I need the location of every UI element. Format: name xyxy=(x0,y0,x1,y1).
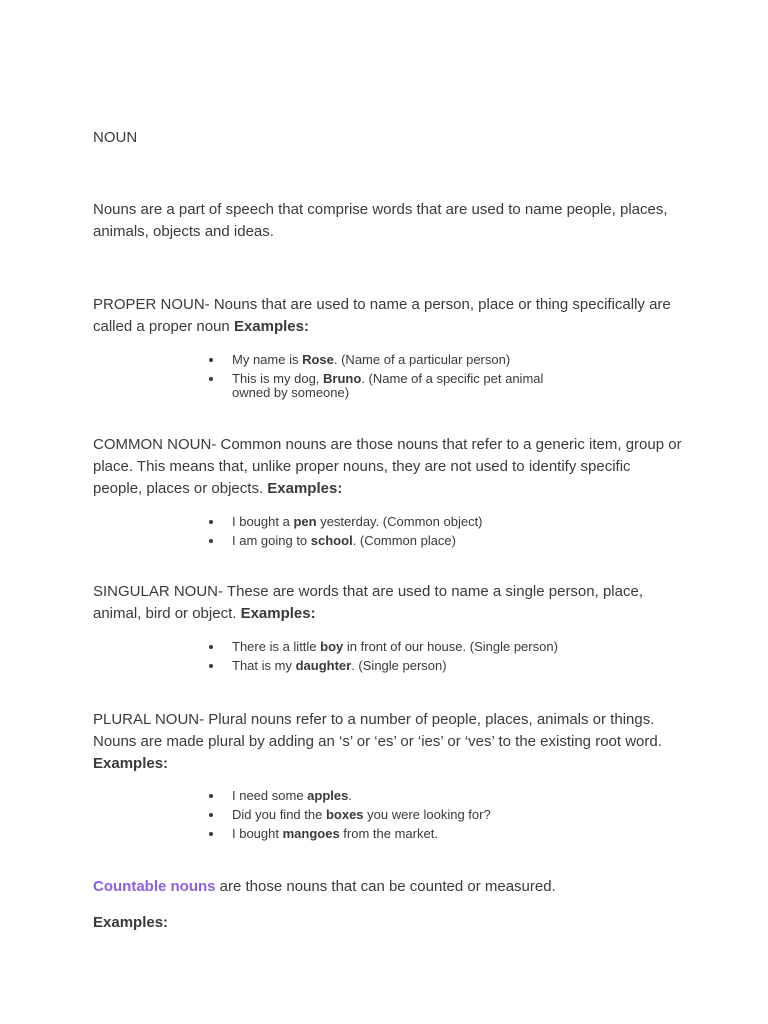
example-text: . xyxy=(348,788,352,803)
proper-noun-paragraph xyxy=(93,294,683,338)
example-text: . (Common place) xyxy=(352,533,456,548)
intro-paragraph: Nouns are a part of speech that comprise words that are used to name people, places, animals, objects and ideas. xyxy=(93,201,668,240)
example-text: This is my dog, xyxy=(232,371,324,386)
proper-noun-examples-list xyxy=(93,353,563,405)
countable-noun-highlight: Countable nouns xyxy=(93,878,216,895)
singular-noun-examples-list xyxy=(93,640,563,678)
example-text: I bought xyxy=(232,826,283,841)
example-keyword: Rose xyxy=(302,352,334,367)
example-text: . (Name of a particular person) xyxy=(333,352,511,367)
list-item xyxy=(93,372,563,400)
list-item xyxy=(93,353,563,367)
example-text: I need some xyxy=(232,788,308,803)
common-noun-examples-list xyxy=(93,515,563,553)
example-keyword: daughter xyxy=(295,658,352,673)
list-item xyxy=(93,808,563,822)
proper-noun-text: PROPER NOUN- Nouns that are used to name a person, place or thing specifically are called a proper noun xyxy=(93,296,671,335)
example-keyword: pen xyxy=(293,514,317,529)
countable-examples-heading xyxy=(93,912,683,934)
singular-noun-examples-label: Examples: xyxy=(240,605,316,622)
common-noun-text: COMMON NOUN- Common nouns are those nouns that refer to a generic item, group or place. This means that, unlike proper nouns, they are not used to identify specific people, places or objects. xyxy=(93,436,682,497)
proper-noun-examples-label: Examples: xyxy=(233,318,309,335)
plural-noun-text: PLURAL NOUN- Plural nouns refer to a number of people, places, animals or things. Nouns are made plural by adding an ‘s’ or ‘es’ or ‘ies’ or ‘ves’ to the existing root word. xyxy=(93,711,662,750)
example-keyword: boxes xyxy=(325,807,364,822)
example-keyword: Bruno xyxy=(323,371,362,386)
example-text: I am going to xyxy=(232,533,311,548)
countable-noun-text: are those nouns that can be counted or measured. xyxy=(215,878,556,895)
example-text: Did you find the xyxy=(232,807,326,822)
example-text: That is my xyxy=(232,658,296,673)
example-keyword: mangoes xyxy=(282,826,340,841)
common-noun-paragraph xyxy=(93,434,683,500)
common-noun-examples-label: Examples: xyxy=(267,480,343,497)
example-keyword: boy xyxy=(320,639,344,654)
plural-noun-examples-label: Examples: xyxy=(93,755,169,772)
example-text: yesterday. (Common object) xyxy=(316,514,483,529)
countable-noun-paragraph xyxy=(93,876,683,898)
plural-noun-examples-list xyxy=(93,789,563,846)
example-keyword: apples xyxy=(307,788,349,803)
list-item xyxy=(93,534,563,548)
example-text: you were looking for? xyxy=(363,807,491,822)
example-text: in front of our house. (Single person) xyxy=(343,639,558,654)
example-keyword: school xyxy=(310,533,353,548)
list-item xyxy=(93,659,563,673)
list-item xyxy=(93,640,563,654)
example-text: I bought a xyxy=(232,514,294,529)
example-text: . (Single person) xyxy=(351,658,447,673)
singular-noun-text: SINGULAR NOUN- These are words that are used to name a single person, place, animal, bird or object. xyxy=(93,583,643,622)
countable-examples-label: Examples: xyxy=(93,914,169,931)
example-text: My name is xyxy=(232,352,303,367)
list-item xyxy=(93,515,563,529)
example-text: . (Name of a specific pet animal owned by someone) xyxy=(232,371,544,400)
list-item xyxy=(93,789,563,803)
example-text: from the market. xyxy=(339,826,438,841)
singular-noun-paragraph xyxy=(93,581,683,625)
list-item xyxy=(93,827,563,841)
document-title: NOUN xyxy=(93,129,138,146)
plural-noun-paragraph xyxy=(93,709,683,775)
example-text: There is a little xyxy=(232,639,321,654)
